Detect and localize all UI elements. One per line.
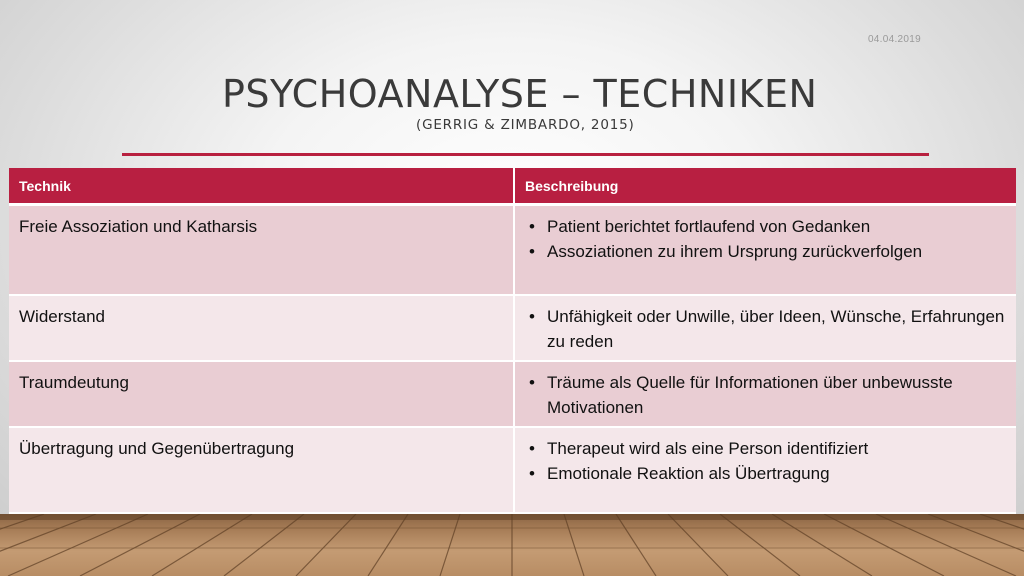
slide-subtitle: (GERRIG & ZIMBARDO, 2015): [416, 117, 635, 133]
technique-cell: Widerstand: [9, 295, 514, 361]
table-row: [9, 205, 1016, 296]
header-technik: Technik: [9, 168, 514, 205]
description-cell: [514, 361, 1016, 427]
wooden-floor: [0, 514, 1024, 576]
description-cell: [514, 205, 1016, 296]
table-row: [9, 295, 1016, 361]
bullet-item: • Träume als Quelle für Informationen über unbewusste Motivationen: [547, 370, 1006, 420]
description-list: [525, 214, 1006, 264]
table-row: [9, 361, 1016, 427]
technique-cell: Übertragung und Gegenübertragung: [9, 427, 514, 513]
technique-cell: Freie Assoziation und Katharsis: [9, 205, 514, 296]
bullet-item: • Unfähigkeit oder Unwille, über Ideen, Wünsche, Erfahrungen zu reden: [547, 304, 1006, 354]
bullet-item: • Patient berichtet fortlaufend von Gedanken: [547, 214, 1006, 239]
header-beschreibung: Beschreibung: [514, 168, 1016, 205]
floor-planks: [0, 514, 1024, 576]
table-row: [9, 427, 1016, 513]
bullet-item: • Therapeut wird als eine Person identifiziert: [547, 436, 1006, 461]
bullet-item: • Assoziationen zu ihrem Ursprung zurückverfolgen: [547, 239, 1006, 264]
description-cell: [514, 427, 1016, 513]
slide-date: 04.04.2019: [867, 34, 921, 45]
description-cell: [514, 295, 1016, 361]
bullet-item: • Emotionale Reaktion als Übertragung: [547, 461, 1006, 486]
table-header-row: [9, 168, 1016, 205]
technique-cell: Traumdeutung: [9, 361, 514, 427]
techniques-table: [9, 168, 1016, 514]
title-underline: [122, 153, 929, 156]
description-list: [525, 304, 1006, 354]
slide-title: PSYCHOANALYSE – TECHNIKEN: [222, 72, 818, 116]
description-list: [525, 436, 1006, 486]
description-list: [525, 370, 1006, 420]
